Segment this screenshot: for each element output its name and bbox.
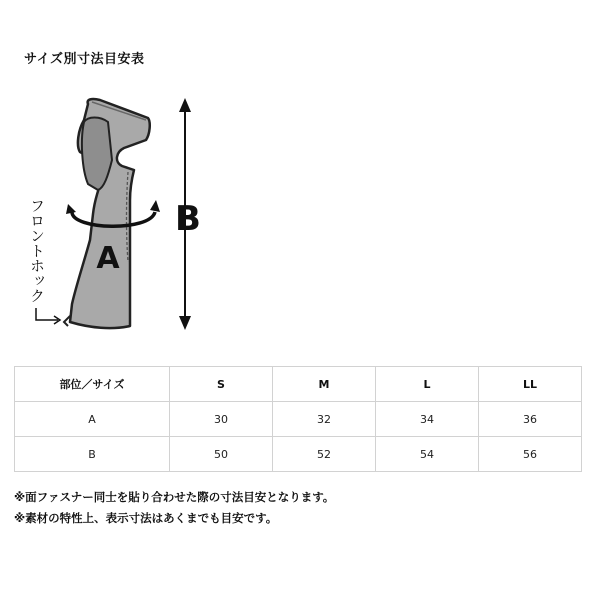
- table-cell: 56: [479, 437, 582, 472]
- table-header-row: [15, 367, 582, 402]
- table-cell: 54: [376, 437, 479, 472]
- table-cell: 50: [170, 437, 273, 472]
- table-cell: 32: [273, 402, 376, 437]
- table-cell: 34: [376, 402, 479, 437]
- notes: [14, 487, 334, 529]
- label-a: A: [96, 241, 120, 276]
- note-2: ※素材の特性上、表示寸法はあくまでも目安です。: [14, 511, 278, 525]
- header-m: M: [273, 367, 376, 402]
- header-s: S: [170, 367, 273, 402]
- table-cell: 36: [479, 402, 582, 437]
- page-title: サイズ別寸法目安表: [24, 52, 145, 67]
- note-1: ※面ファスナー同士を貼り合わせた際の寸法目安となります。: [14, 490, 335, 504]
- table-row: [15, 437, 582, 472]
- row-label: A: [15, 402, 170, 437]
- header-ll: LL: [479, 367, 582, 402]
- row-label: B: [15, 437, 170, 472]
- sleeve-illustration: [64, 99, 150, 328]
- header-l: L: [376, 367, 479, 402]
- label-b: B: [175, 199, 201, 239]
- header-part-size: 部位／サイズ: [15, 367, 170, 402]
- size-table: [14, 366, 582, 472]
- front-hook-label: フロントホック: [28, 198, 46, 303]
- table-row: [15, 402, 582, 437]
- front-hook-leader: [36, 308, 58, 320]
- table-cell: 52: [273, 437, 376, 472]
- table-cell: 30: [170, 402, 273, 437]
